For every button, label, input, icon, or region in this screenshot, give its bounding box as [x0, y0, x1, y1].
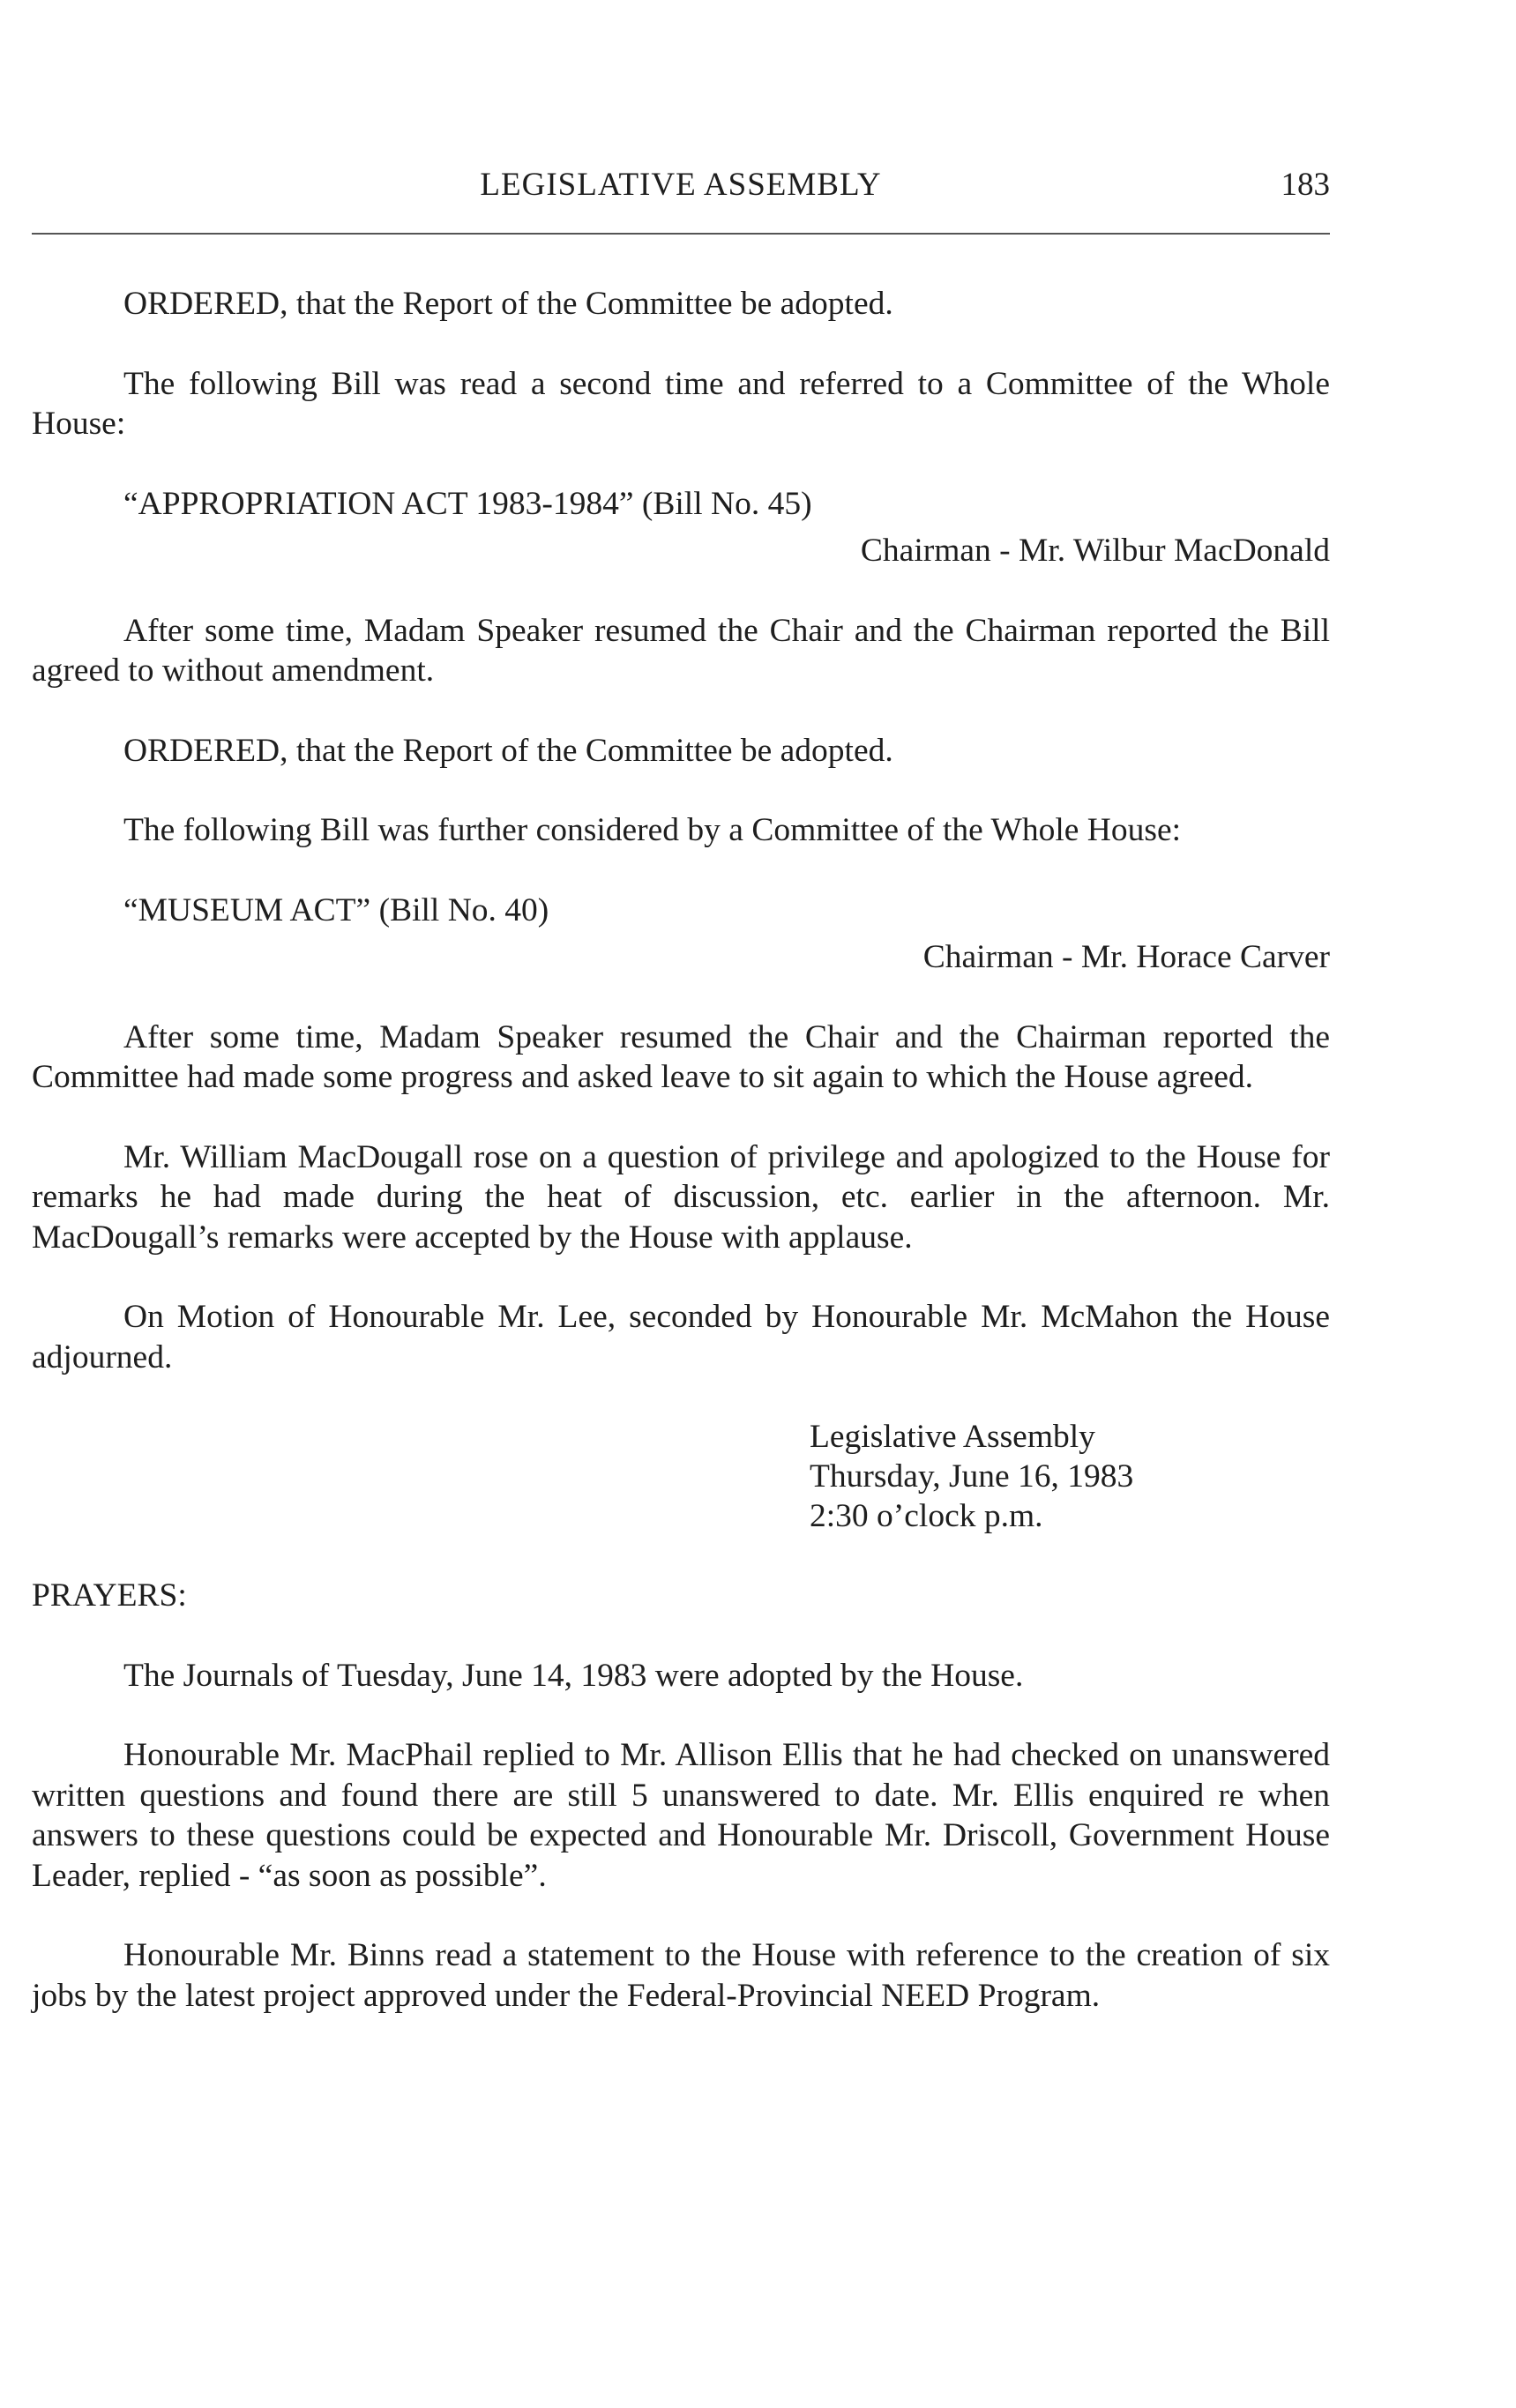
- prayers-heading: PRAYERS:: [32, 1577, 187, 1614]
- ordered-paragraph: ORDERED, that the Report of the Committee be adopted.: [123, 732, 893, 769]
- chairman-line: Chairman - Mr. Horace Carver: [922, 939, 1330, 975]
- bill-title-appropriation: “APPROPRIATION ACT 1983-1984” (Bill No. 45): [123, 485, 812, 522]
- speaker-resumed-paragraph: After some time, Madam Speaker resumed the Chair and the Chairman reported the Bill agreed to without amendment.: [32, 612, 1330, 689]
- bill-title-museum: “MUSEUM ACT” (Bill No. 40): [123, 891, 549, 928]
- dateline-assembly: Legislative Assembly: [810, 1419, 1095, 1455]
- page-header: [32, 166, 1330, 215]
- privilege-paragraph: Mr. William MacDougall rose on a question of privilege and apologized to the House for remarks he had made during the heat of discussion, etc. earlier in the afternoon. Mr. MacDougall’s remarks were accepted by the House with applause.: [32, 1138, 1330, 1256]
- page-number: 183: [1281, 167, 1330, 203]
- speaker-resumed-paragraph: After some time, Madam Speaker resumed the Chair and the Chairman reported the Committee had made some progress and asked leave to sit again to which the House agreed.: [32, 1018, 1330, 1095]
- second-reading-paragraph: The following Bill was read a second time and referred to a Committee of the Whole House:: [32, 365, 1330, 442]
- dateline-date: Thursday, June 16, 1983: [810, 1458, 1134, 1495]
- statement-paragraph: Honourable Mr. Binns read a statement to the House with reference to the creation of six jobs by the latest project approved under the Federal-Provincial NEED Program.: [32, 1937, 1330, 2014]
- header-rule: [32, 233, 1330, 235]
- journals-paragraph: The Journals of Tuesday, June 14, 1983 were adopted by the House.: [123, 1657, 1024, 1694]
- ordered-paragraph: ORDERED, that the Report of the Committee be adopted.: [123, 286, 893, 322]
- adjournment-paragraph: On Motion of Honourable Mr. Lee, seconded by Honourable Mr. McMahon the House adjourned.: [32, 1299, 1330, 1375]
- questions-paragraph: Honourable Mr. MacPhail replied to Mr. Allison Ellis that he had checked on unanswered written questions and found there are still 5 unanswered to date. Mr. Ellis enquired re when answers to these questions could be expected and Honourable Mr. Driscoll, Government House Leader, replied - “as soon as possible”.: [32, 1737, 1330, 1894]
- dateline-time: 2:30 o’clock p.m.: [810, 1498, 1043, 1534]
- journal-body: [32, 284, 1330, 2055]
- sitting-dateline: [810, 1417, 1330, 1536]
- running-title: LEGISLATIVE ASSEMBLY: [480, 167, 882, 203]
- chairman-line: Chairman - Mr. Wilbur MacDonald: [860, 533, 1330, 569]
- committee-paragraph: The following Bill was further considered by a Committee of the Whole House:: [123, 812, 1182, 848]
